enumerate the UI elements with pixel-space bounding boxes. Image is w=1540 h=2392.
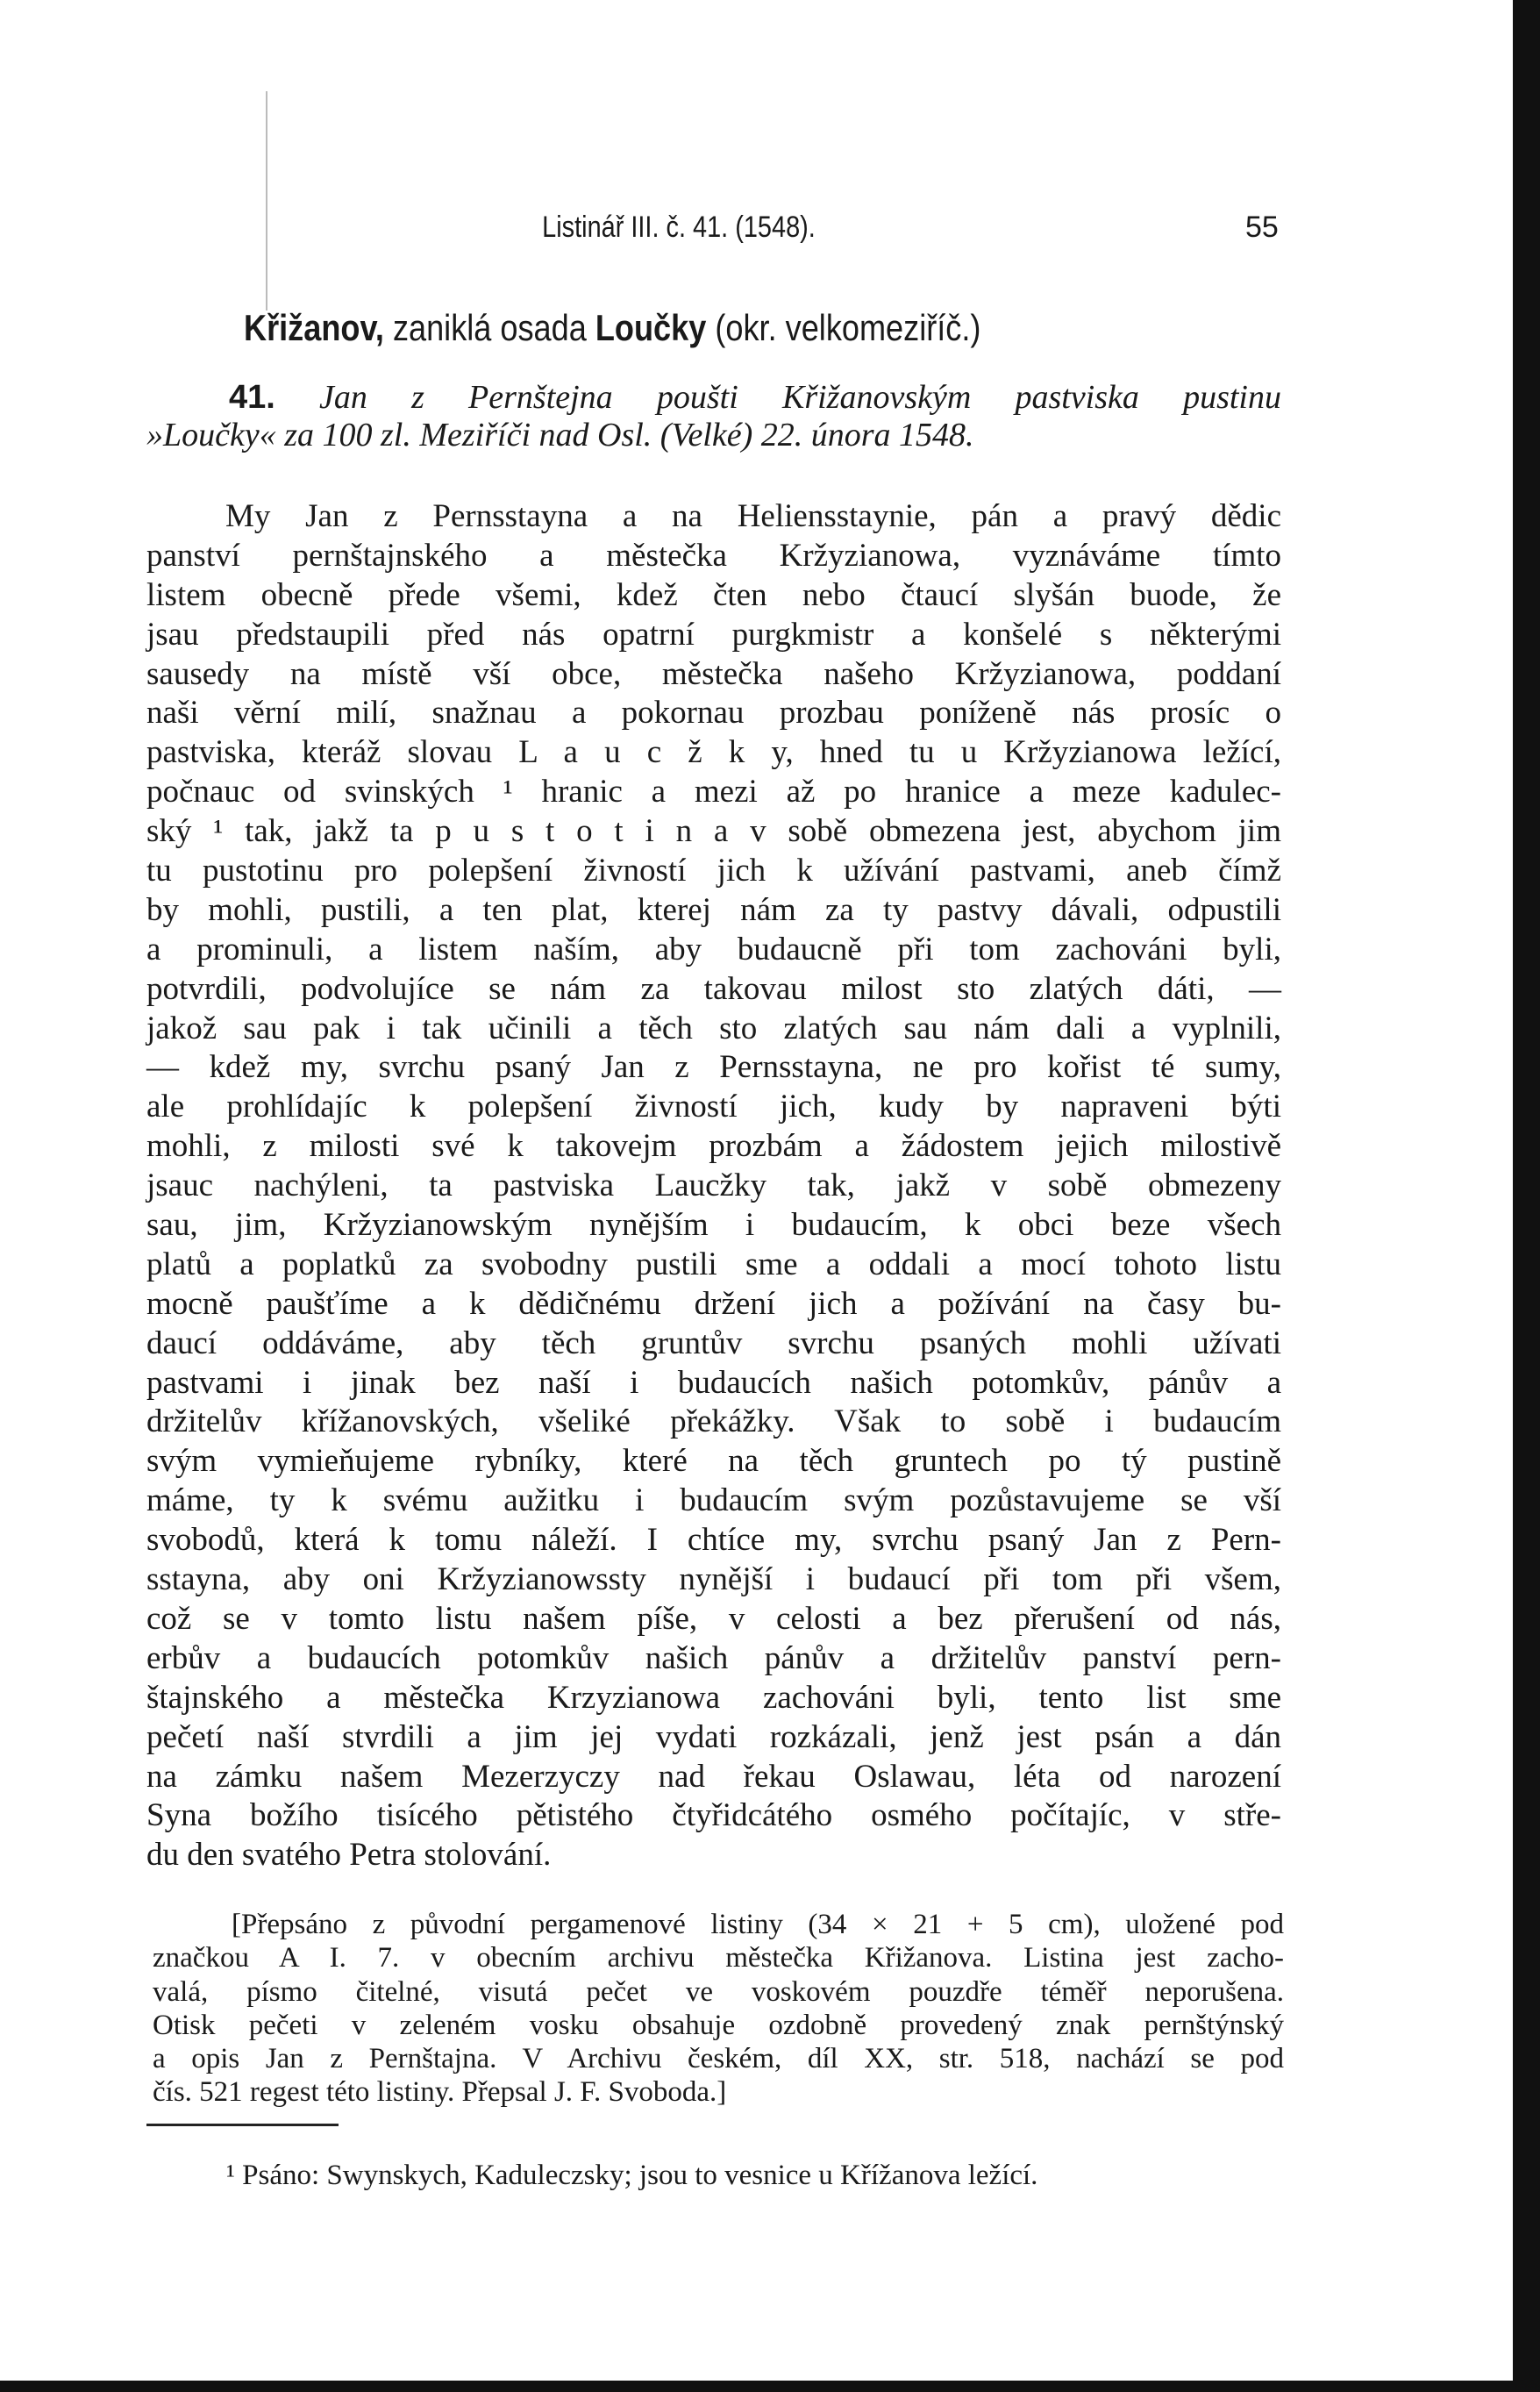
text-line: daucí oddáváme, aby těch gruntův svrchu psaných mohli užívati: [146, 1325, 1281, 1361]
note-line: valá, písmo čitelné, visutá pečet ve voskovém pouzdře téměř neporušena.: [153, 1975, 1284, 2008]
text-line: svým vymieňujeme rybníky, které na těch gruntech po tý pustině: [146, 1443, 1281, 1480]
text-line: tu pustotinu pro polepšení živností jich k užívání pastvami, aneb čímž: [146, 853, 1281, 889]
text-line: což se v tomto listu našem píše, v celosti a bez přerušení od nás,: [146, 1600, 1281, 1637]
text-line: sausedy na místě vší obce, městečka našeho Kržyzianowa, poddaní: [146, 655, 1281, 692]
text-line: ský ¹ tak, jakž ta p u s t o t i n a v sobě obmezena jest, abychom jim: [146, 813, 1281, 850]
text-line: listem obecně přede všemi, kdež čten nebo čtaucí slyšán buode, že: [146, 576, 1281, 613]
running-head: Listinář III. č. 41. (1548).: [542, 211, 816, 244]
text-line: počnauc od svinských ¹ hranic a mezi až po hranice a meze kadulec-: [146, 774, 1281, 810]
text-line: du den svatého Petra stolování.: [146, 1837, 552, 1874]
text-line: ale prohlídajíc k polepšení živností jich, kudy by napraveni býti: [146, 1089, 1281, 1125]
text-line: panství pernštajnského a městečka Kržyzianowa, vyznáváme tímto: [146, 537, 1281, 574]
heading-line: »Loučky« za 100 zl. Meziříči nad Osl. (Velké) 22. února 1548.: [146, 417, 974, 453]
text-line: máme, ty k svému aužitku i budaucím svým pozůstavujeme se vší: [146, 1482, 1281, 1519]
text-line: svobodů, která k tomu náleží. I chtíce my, svrchu psaný Jan z Pern-: [146, 1522, 1281, 1559]
text-line: erbův a budaucích potomkův našich pánův a držitelův panství pern-: [146, 1639, 1281, 1676]
footnote-separator: [146, 2124, 339, 2126]
text-line: pastviska, kteráž slovau L a u c ž k y, hned tu u Kržyzianowa ležící,: [146, 734, 1281, 771]
scan-artifact-line: [266, 91, 267, 311]
text-line: potvrdili, podvolujíce se nám za takovau milost sto zlatých dáti, —: [146, 970, 1281, 1007]
text-line: jsauc nachýleni, ta pastviska Laucžky tak, jakž v sobě obmezeny: [146, 1167, 1281, 1204]
heading-line: [146, 379, 1281, 417]
note-line: a opis Jan z Pernštajna. V Archivu českém, díl XX, str. 518, nachází se pod: [153, 2043, 1284, 2075]
text-line: naši věrní milí, snažnau a pokornau prozbau poníženě nás prosíc o: [146, 695, 1281, 732]
footnote: ¹ Psáno: Swynskych, Kaduleczsky; jsou to vesnice u Křížanova ležící.: [226, 2160, 1038, 2191]
charter-text: [146, 497, 1281, 1875]
text-line: My Jan z Pernsstayna a na Heliensstaynie, pán a pravý dědic: [225, 498, 1281, 534]
text-line: a prominuli, a listem naším, aby budaucně při tom zachováni byli,: [146, 931, 1281, 968]
text-line: mohli, z milosti své k takovejm prozbám a žádostem jejich milostivě: [146, 1128, 1281, 1165]
section-title: [244, 307, 980, 349]
note-line: značkou A I. 7. v obecním archivu městečka Křižanova. Listina jest zacho-: [153, 1942, 1284, 1974]
title-district: (okr. velkomeziříč.): [706, 307, 981, 348]
text-line: štajnského a městečka Krzyzianowa zachováni byli, tento list sme: [146, 1679, 1281, 1716]
page-number: 55: [1245, 211, 1279, 244]
document-number: 41.: [229, 379, 275, 416]
note-line: [Přepsáno z původní pergamenové listiny (34 × 21 + 5 cm), uložené pod: [232, 1909, 1284, 1940]
text-line: pečetí naší stvrdili a jim jej vydati rozkázali, jenž jest psán a dán: [146, 1718, 1281, 1755]
text-line: na zámku našem Mezerzyczy nad řekau Oslawau, léta od narození: [146, 1758, 1281, 1795]
text-line: by mohli, pustili, a ten plat, kterej nám za ty pastvy dávali, odpustili: [146, 891, 1281, 928]
document-heading: [146, 379, 1281, 454]
text-line: Syna božího tisícého pětistého čtyřidcátého osmého počítajíc, v stře-: [146, 1797, 1281, 1834]
scan-edge-bottom: [0, 2381, 1540, 2392]
title-place: Křižanov,: [244, 307, 384, 348]
note-line: čís. 521 regest této listiny. Přepsal J. F. Svoboda.]: [153, 2076, 727, 2109]
text-line: sau, jim, Kržyzianowským nynějším i budaucím, k obci beze všech: [146, 1207, 1281, 1244]
text-line: jsau předstaupili před nás opatrní purgkmistr a konšelé s některými: [146, 616, 1281, 653]
heading-text: Jan z Pernštejna poušti Křižanovským pastviska pustinu: [274, 379, 1281, 416]
editorial-note: [153, 1908, 1284, 2110]
text-line: pastvami i jinak bez naší i budaucích našich potomkův, pánův a: [146, 1364, 1281, 1401]
title-text: zaniklá osada: [383, 307, 595, 348]
text-line: sstayna, aby oni Kržyzianowssty nynější i budaucí při tom při všem,: [146, 1561, 1281, 1598]
title-settlement: Loučky: [595, 307, 707, 348]
scan-edge-right: [1513, 0, 1540, 2392]
text-line: mocně paušťíme a k dědičnému držení jich a požívání na časy bu-: [146, 1285, 1281, 1322]
text-line: jakož sau pak i tak učinili a těch sto zlatých sau nám dali a vyplnili,: [146, 1010, 1281, 1046]
text-line: platů a poplatků za svobodny pustili sme a oddali a mocí tohoto listu: [146, 1246, 1281, 1282]
text-line: — kdež my, svrchu psaný Jan z Pernsstayna, ne pro kořist té sumy,: [146, 1049, 1281, 1086]
text-line: držitelův křížanovských, všeliké překážky. Však to sobě i budaucím: [146, 1403, 1281, 1440]
note-line: Otisk pečeti v zeleném vosku obsahuje ozdobně provedený znak pernštýnský: [153, 2009, 1284, 2041]
